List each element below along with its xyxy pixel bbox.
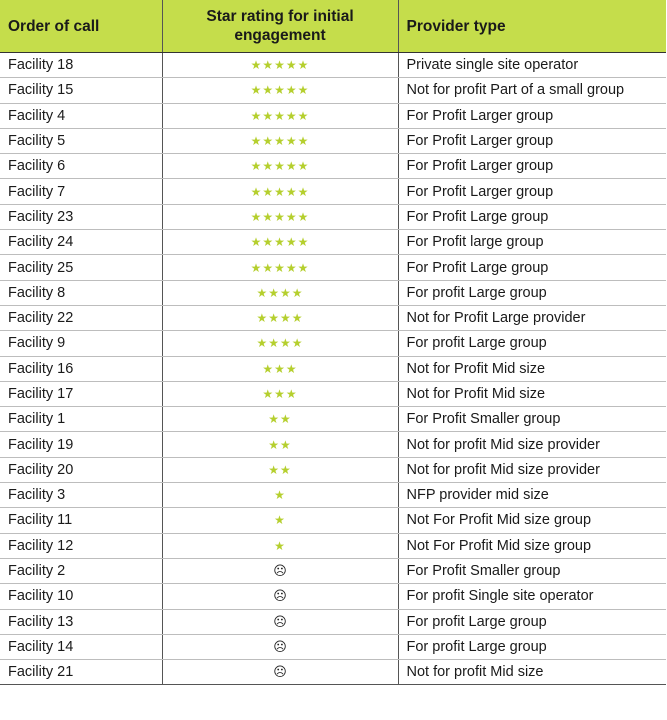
facility-name: Facility 19 — [0, 432, 162, 457]
facility-name: Facility 7 — [0, 179, 162, 204]
star-rating-icon: ★★★ — [162, 356, 398, 381]
star-rating-icon: ★★★★★ — [162, 154, 398, 179]
provider-type: NFP provider mid size — [398, 483, 666, 508]
sad-face-icon: ☹ — [162, 558, 398, 583]
facility-name: Facility 16 — [0, 356, 162, 381]
star-rating-icon: ★★ — [162, 432, 398, 457]
facility-name: Facility 6 — [0, 154, 162, 179]
provider-type: Not For Profit Mid size group — [398, 508, 666, 533]
table-row — [0, 230, 666, 255]
provider-type: Not for Profit Large provider — [398, 305, 666, 330]
facility-name: Facility 24 — [0, 230, 162, 255]
header-provider-type: Provider type — [398, 0, 666, 53]
provider-type: Not for profit Mid size provider — [398, 432, 666, 457]
sad-face-icon: ☹ — [162, 584, 398, 609]
star-rating-icon: ★★★★★ — [162, 103, 398, 128]
provider-type: For Profit large group — [398, 230, 666, 255]
table-body — [0, 53, 666, 685]
table-row — [0, 356, 666, 381]
table-row — [0, 280, 666, 305]
star-rating-icon: ★★★★★ — [162, 255, 398, 280]
facility-name: Facility 11 — [0, 508, 162, 533]
table-row — [0, 407, 666, 432]
star-rating-icon: ★★★★★ — [162, 53, 398, 78]
provider-type: For Profit Smaller group — [398, 558, 666, 583]
star-rating-icon: ★ — [162, 483, 398, 508]
table-row — [0, 533, 666, 558]
star-rating-icon: ★★★★★ — [162, 128, 398, 153]
facility-name: Facility 10 — [0, 584, 162, 609]
table-row — [0, 432, 666, 457]
provider-type: For Profit Larger group — [398, 103, 666, 128]
facility-name: Facility 1 — [0, 407, 162, 432]
facility-name: Facility 14 — [0, 634, 162, 659]
facility-name: Facility 20 — [0, 457, 162, 482]
header-star-rating: Star rating for initial engagement — [162, 0, 398, 53]
facility-name: Facility 9 — [0, 331, 162, 356]
provider-type: Not for Profit Mid size — [398, 381, 666, 406]
provider-type: For Profit Large group — [398, 204, 666, 229]
table-row — [0, 634, 666, 659]
table-row — [0, 457, 666, 482]
table-row — [0, 609, 666, 634]
facility-name: Facility 13 — [0, 609, 162, 634]
star-rating-icon: ★★★★ — [162, 280, 398, 305]
provider-type: For Profit Smaller group — [398, 407, 666, 432]
provider-type: For profit Large group — [398, 280, 666, 305]
provider-type: For Profit Larger group — [398, 154, 666, 179]
facility-name: Facility 22 — [0, 305, 162, 330]
star-rating-icon: ★★★★★ — [162, 230, 398, 255]
table-row — [0, 78, 666, 103]
provider-type: Private single site operator — [398, 53, 666, 78]
facility-name: Facility 18 — [0, 53, 162, 78]
header-row — [0, 0, 666, 53]
table-row — [0, 558, 666, 583]
provider-type: For Profit Large group — [398, 255, 666, 280]
facility-name: Facility 2 — [0, 558, 162, 583]
provider-type: Not For Profit Mid size group — [398, 533, 666, 558]
facility-name: Facility 15 — [0, 78, 162, 103]
star-rating-icon: ★★ — [162, 457, 398, 482]
star-rating-icon: ★ — [162, 508, 398, 533]
provider-type: Not for Profit Mid size — [398, 356, 666, 381]
star-rating-icon: ★★★★★ — [162, 78, 398, 103]
table-row — [0, 584, 666, 609]
table-row — [0, 255, 666, 280]
provider-type: For profit Large group — [398, 331, 666, 356]
star-rating-icon: ★★★★★ — [162, 179, 398, 204]
table-row — [0, 154, 666, 179]
star-rating-icon: ★★★★★ — [162, 204, 398, 229]
table-row — [0, 128, 666, 153]
facility-name: Facility 25 — [0, 255, 162, 280]
provider-type: Not for profit Mid size provider — [398, 457, 666, 482]
sad-face-icon: ☹ — [162, 609, 398, 634]
star-rating-icon: ★★★★ — [162, 305, 398, 330]
star-rating-icon: ★★ — [162, 407, 398, 432]
provider-type: For Profit Larger group — [398, 128, 666, 153]
table-row — [0, 103, 666, 128]
provider-type: For profit Large group — [398, 609, 666, 634]
table-row — [0, 305, 666, 330]
facility-name: Facility 3 — [0, 483, 162, 508]
sad-face-icon: ☹ — [162, 660, 398, 685]
provider-type: For profit Single site operator — [398, 584, 666, 609]
facility-name: Facility 23 — [0, 204, 162, 229]
provider-type: For Profit Larger group — [398, 179, 666, 204]
provider-type: Not for profit Mid size — [398, 660, 666, 685]
table-row — [0, 331, 666, 356]
star-rating-icon: ★★★★ — [162, 331, 398, 356]
table-row — [0, 660, 666, 685]
table-row — [0, 53, 666, 78]
sad-face-icon: ☹ — [162, 634, 398, 659]
facility-name: Facility 4 — [0, 103, 162, 128]
table-row — [0, 381, 666, 406]
table-row — [0, 483, 666, 508]
table-row — [0, 204, 666, 229]
table-row — [0, 508, 666, 533]
facility-name: Facility 17 — [0, 381, 162, 406]
star-rating-icon: ★★★ — [162, 381, 398, 406]
facility-name: Facility 21 — [0, 660, 162, 685]
header-order-of-call: Order of call — [0, 0, 162, 53]
provider-type: For profit Large group — [398, 634, 666, 659]
facility-name: Facility 5 — [0, 128, 162, 153]
table-row — [0, 179, 666, 204]
facility-name: Facility 8 — [0, 280, 162, 305]
facility-name: Facility 12 — [0, 533, 162, 558]
provider-type: Not for profit Part of a small group — [398, 78, 666, 103]
star-rating-icon: ★ — [162, 533, 398, 558]
